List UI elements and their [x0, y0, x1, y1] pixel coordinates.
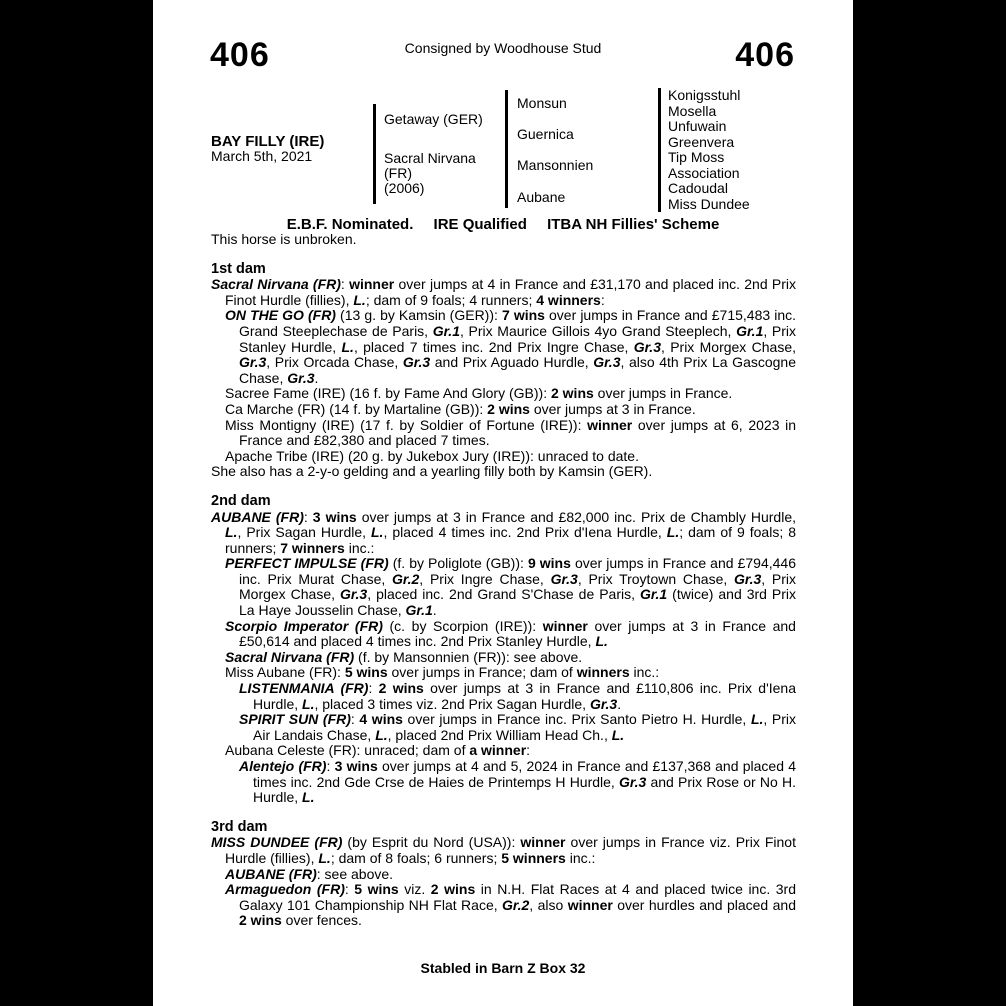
pedigree-g4-item: Miss Dundee	[668, 195, 750, 212]
scheme-item: IRE Qualified	[433, 216, 527, 233]
consignor: Consigned by Woodhouse Stud	[404, 40, 602, 56]
produce-entry: Sacral Nirvana (FR) (f. by Mansonnien (FR)): see above.	[225, 648, 583, 665]
first-dam-entry: Sacral Nirvana (FR): winner over jumps at 4 in France and £31,170 and placed inc. 2nd Prix Finot Hurdle (fillies), L.; dam of 9 foals; 4 runners; 4 winners:	[211, 276, 796, 308]
second-dam-entry: AUBANE (FR): 3 wins over jumps at 3 in France and £82,000 inc. Prix de Chambly Hurdle, L., Prix Sagan Hurdle, L., placed 4 times inc. 2nd Prix d'Iena Hurdle, L.; dam of 9 foals; 8 runners; 7 winners inc.:	[211, 508, 797, 556]
scheme-item: E.B.F. Nominated.	[286, 216, 414, 233]
pedigree-g4-item: Konigsstuhl	[668, 87, 741, 103]
catalogue-page	[153, 0, 853, 1006]
produce-entry: SPIRIT SUN (FR): 4 wins over jumps in France inc. Prix Santo Pietro H. Hurdle, L., Prix Air Landais Chase, L., placed 2nd Prix William Head Ch., L.	[239, 711, 797, 743]
produce-note: She also has a 2-y-o gelding and a yearling filly both by Kamsin (GER).	[211, 463, 653, 480]
produce-entry: Alentejo (FR): 3 wins over jumps at 4 and 5, 2024 in France and £137,368 and placed 4 times inc. 2nd Gde Crse de Haies de Printemps H Hurdle, Gr.3 and Prix Rose or No H. Hurdle, L.	[239, 758, 797, 806]
second-dam-heading: 2nd dam	[211, 492, 271, 509]
produce-entry: Sacree Fame (IRE) (16 f. by Fame And Glory (GB)): 2 wins over jumps in France.	[225, 385, 733, 402]
pedigree-dam-sire: Mansonnien	[517, 157, 594, 173]
produce-entry: Miss Aubane (FR): 5 wins over jumps in France; dam of winners inc.:	[225, 664, 660, 681]
pedigree-g4-item: Mosella	[668, 102, 717, 119]
pedigree-divider-1	[373, 104, 376, 204]
pedigree-sire: Getaway (GER)	[384, 111, 483, 127]
pedigree-divider-3	[658, 88, 661, 212]
produce-entry: Miss Montigny (IRE) (17 f. by Soldier of Fortune (IRE)): winner over jumps at 6, 2023 in France and £82,380 and placed 7 times.	[225, 416, 797, 449]
horse-name: BAY FILLY (IRE)	[211, 133, 325, 150]
third-dam-entry: MISS DUNDEE (FR) (by Esprit du Nord (USA)): winner over jumps in France viz. Prix Finot Hurdle (fillies), L.; dam of 8 foals; 6 runners; 5 winners inc.:	[211, 834, 796, 866]
pedigree-divider-2	[505, 90, 508, 208]
horse-dob: March 5th, 2021	[211, 148, 313, 164]
produce-entry: ON THE GO (FR) (13 g. by Kamsin (GER)): 7 wins over jumps in France and £715,483 inc. Grand Steeplechase de Paris, Gr.1, Prix Maurice Gillois 4yo Grand Steeplech, Gr.1, Prix Stanley Hurdle, L., placed 7 times inc. 2nd Prix Ingre Chase, Gr.3, Prix Morgex Chase, Gr.3, Prix Orcada Chase, Gr.3 and Prix Aguado Hurdle, Gr.3, also 4th Prix La Gascogne Chase, Gr.3.	[225, 307, 797, 386]
first-dam-heading: 1st dam	[211, 260, 266, 277]
pedigree-g4-item: Association	[668, 164, 740, 181]
produce-entry: PERFECT IMPULSE (FR) (f. by Poliglote (GB)): 9 wins over jumps in France and £794,446 inc. Prix Murat Chase, Gr.2, Prix Ingre Chase, Gr.3, Prix Troytown Chase, Gr.3, Prix Morgex Chase, Gr.3, placed inc. 2nd Grand S'Chase de Paris, Gr.1 (twice) and 3rd Prix La Haye Jousselin Chase, Gr.1.	[225, 555, 797, 619]
pedigree-dam-country: (FR)	[384, 165, 412, 181]
pedigree-dam-dam: Aubane	[517, 189, 566, 205]
unbroken-note: This horse is unbroken.	[211, 231, 357, 247]
pedigree-sire-dam: Guernica	[517, 126, 574, 142]
pedigree-dam-name: Sacral Nirvana	[384, 150, 476, 166]
pedigree-g4-item: Unfuwain	[668, 118, 727, 134]
produce-entry: AUBANE (FR): see above.	[225, 865, 394, 882]
third-dam-heading: 3rd dam	[211, 818, 268, 835]
pedigree-sire-sire: Monsun	[517, 95, 567, 111]
produce-entry: Ca Marche (FR) (14 f. by Martaline (GB)): 2 wins over jumps at 3 in France.	[225, 400, 696, 417]
pedigree-dam-year: (2006)	[384, 180, 425, 196]
scheme-item: ITBA NH Fillies' Scheme	[547, 216, 720, 233]
produce-entry: Apache Tribe (IRE) (20 g. by Jukebox Jury (IRE)): unraced to date.	[225, 447, 639, 464]
lot-number-left: 406	[210, 36, 270, 74]
lot-number-right: 406	[735, 36, 795, 74]
produce-entry: LISTENMANIA (FR): 2 wins over jumps at 3 in France and £110,806 inc. Prix d'Iena Hurdle, L., placed 3 times viz. 2nd Prix Sagan Hurdle, Gr.3.	[239, 680, 797, 712]
pedigree-fourth-generation	[668, 88, 750, 212]
pedigree-g4-item: Cadoudal	[668, 180, 728, 196]
stabling-info: Stabled in Barn Z Box 32	[420, 960, 586, 976]
produce-entry: Scorpio Imperator (FR) (c. by Scorpion (IRE)): winner over jumps at 3 in France and £50,614 and placed 4 times inc. 2nd Prix Stanley Hurdle, L.	[225, 617, 796, 650]
pedigree-g4-item: Tip Moss	[668, 149, 725, 165]
produce-entry: Aubana Celeste (FR): unraced; dam of a winner:	[225, 742, 531, 759]
horse-header	[211, 134, 324, 164]
produce-entry: Armaguedon (FR): 5 wins viz. 2 wins in N.H. Flat Races at 4 and placed twice inc. 3rd Galaxy 101 Championship NH Flat Race, Gr.2, also winner over hurdles and placed and 2 wins over fences.	[225, 881, 796, 929]
pedigree-notes	[211, 232, 796, 929]
pedigree-dam	[384, 151, 476, 196]
pedigree-g4-item: Greenvera	[668, 133, 735, 150]
